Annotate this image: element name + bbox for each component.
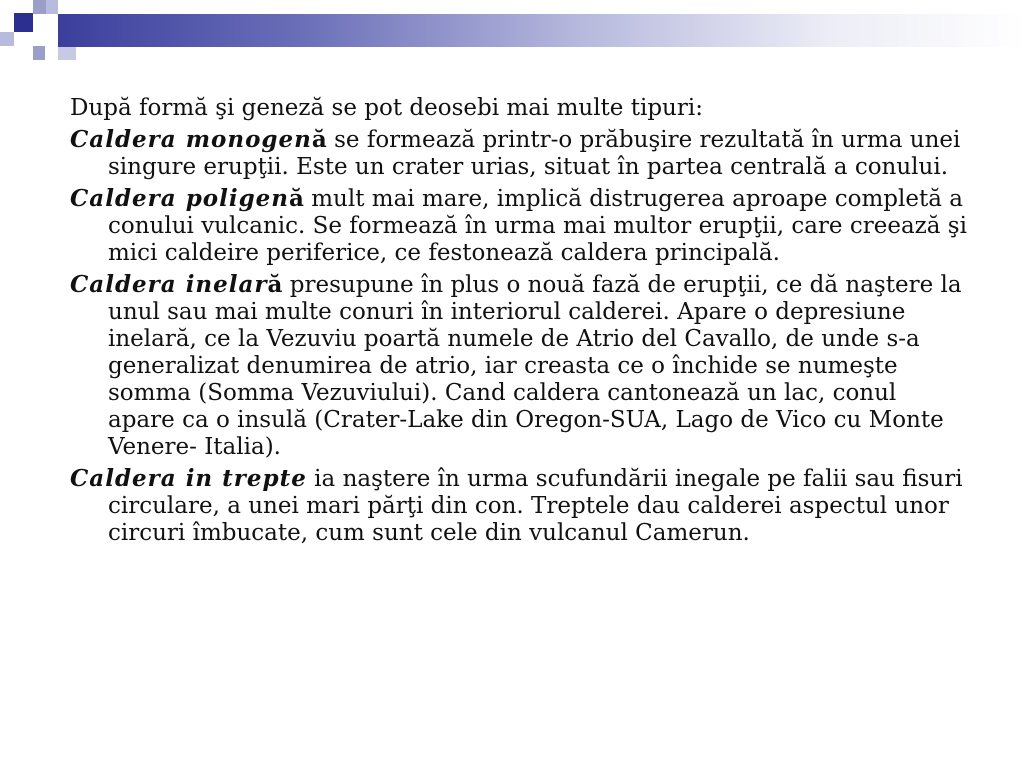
slide-body [70, 95, 970, 551]
decorative-square [14, 13, 33, 32]
slide-header-decoration [0, 0, 1024, 62]
decorative-square [58, 46, 76, 60]
decorative-square [33, 46, 45, 60]
decorative-square [33, 0, 47, 14]
list-item [70, 465, 970, 547]
term-ending: ă [311, 126, 327, 153]
item-description: mult mai mare, implică distrugerea aproape completă a conului vulcanic. Se formează în urma mai multor erupţii, care creează şi mici caldeire periferice, ce festonează caldera principală. [108, 186, 967, 266]
term-caldera-inelara: Caldera inelar [70, 271, 268, 298]
header-gradient-bar [58, 14, 1024, 47]
item-description: presupune în plus o nouă fază de erupţii, ce dă naştere la unul sau mai multe conuri în interiorul calderei. Apare o depresiune inelară, ce la Vezuviu poartă numele de Atrio del Cavallo, de unde s-a generalizat denumirea de atrio, iar creasta ce o închide se numeşte somma (Somma Vezuviului). Cand caldera cantonează un lac, conul apare ca o insulă (Crater-Lake din Oregon-SUA, Lago de Vico cu Monte Venere- Italia). [108, 272, 962, 460]
list-item [70, 126, 970, 181]
decorative-square [0, 32, 14, 46]
list-item [70, 271, 970, 461]
list-item [70, 185, 970, 267]
decorative-square [46, 0, 58, 14]
decorative-square [33, 16, 57, 46]
term-caldera-in-trepte: Caldera in trepte [70, 465, 307, 492]
item-description: ia naştere în urma scufundării inegale pe falii sau fisuri circulare, a unei mari părţi din con. Treptele dau calderei aspectul unor circuri îmbucate, cum sunt cele din vulcanul Camerun. [108, 466, 963, 546]
term-caldera-poligena: Caldera poligen [70, 185, 290, 212]
term-ending: ă [289, 185, 304, 212]
item-description: se formează printr-o prăbuşire rezultată în urma unei singure erupţii. Este un crater urias, situat în partea centrală a conului. [108, 127, 961, 180]
term-ending: ă [267, 271, 283, 298]
term-caldera-monogena: Caldera monogen [70, 126, 312, 153]
intro-text: După formă şi geneză se pot deosebi mai multe tipuri: [70, 95, 703, 121]
